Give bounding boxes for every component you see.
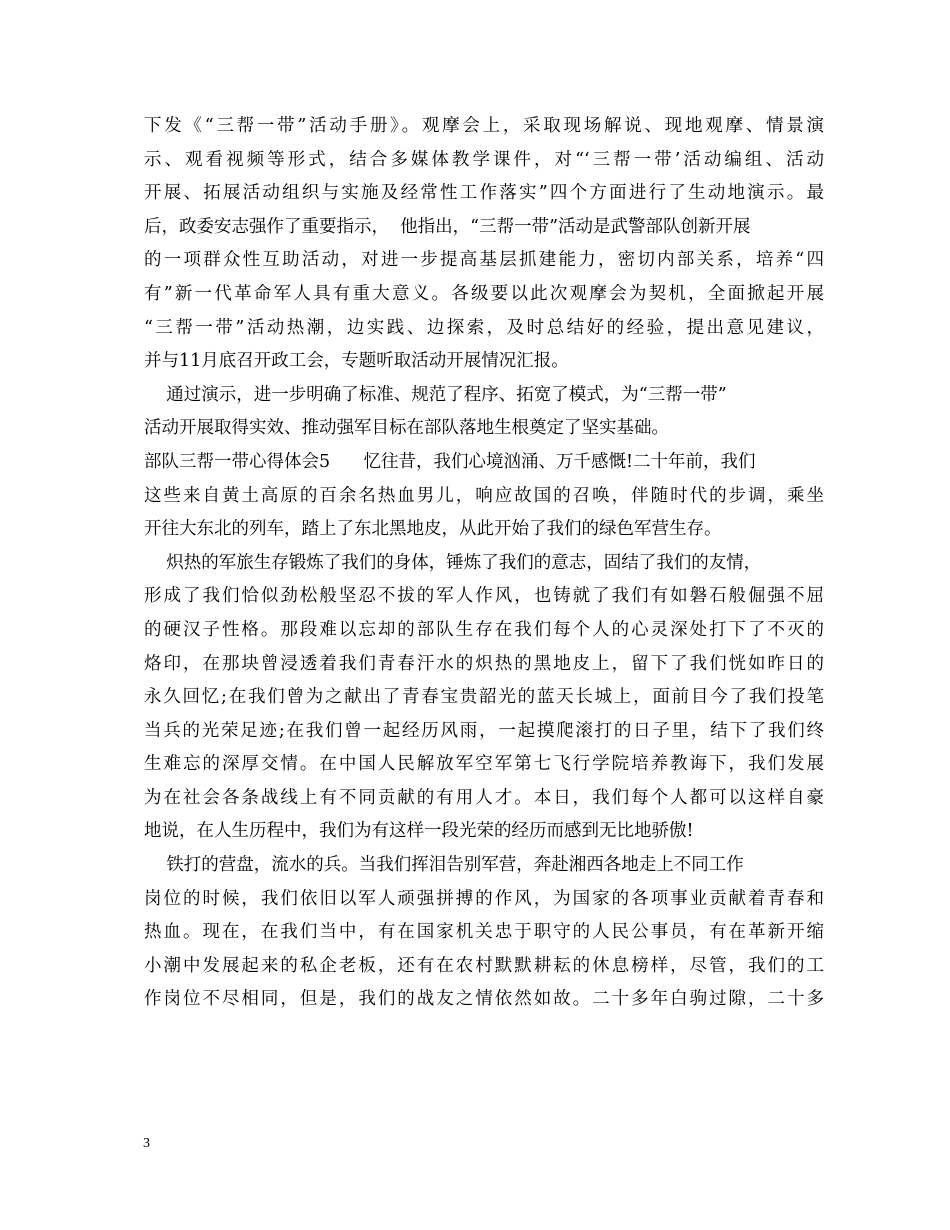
text-line: “三帮一带”活动热潮，边实践、边探索，及时总结好的经验，提出意见建议， <box>144 317 824 338</box>
text-line: 开往大东北的列车，踏上了东北黑地皮，从此开始了我们的绿色军营生存。 <box>144 519 722 540</box>
text-line: 当兵的光荣足迹;在我们曾一起经历风雨，一起摸爬滚打的日子里，结下了我们终 <box>144 720 824 741</box>
text-line: 后，政委安志强作了重要指示， 他指出，“三帮一带”活动是武警部队创新开展 <box>144 216 751 237</box>
text-line: 为在社会各条战线上有不同贡献的有用人才。本日，我们每个人都可以这样自豪 <box>144 787 824 808</box>
text-line: 小潮中发展起来的私企老板，还有在农村默默耕耘的休息榜样，尽管，我们的工 <box>144 955 824 976</box>
page-number: 3 <box>143 1136 150 1151</box>
body-text <box>144 110 824 1017</box>
text-line: 烙印，在那块曾浸透着我们青春汗水的炽热的黑地皮上，留下了我们恍如昨日的 <box>144 653 824 674</box>
text-line: 永久回忆;在我们曾为之献出了青春宝贵韶光的蓝天长城上，面前目今了我们投笔 <box>144 687 824 708</box>
text-line: 的一项群众性互助活动，对进一步提高基层抓建能力，密切内部关系，培养“四 <box>144 250 824 271</box>
text-line: 形成了我们恰似劲松般坚忍不拔的军人作风，也铸就了我们有如磐石般倔强不屈 <box>144 586 824 607</box>
text-line: 开展、拓展活动组织与实施及经常性工作落实”四个方面进行了生动地演示。最 <box>144 183 824 204</box>
text-line: 活动开展取得实效、推动强军目标在部队落地生根奠定了坚实基础。 <box>144 418 669 439</box>
text-line: 并与11月底召开政工会，专题听取活动开展情况汇报。 <box>144 351 569 372</box>
text-line: 的硬汉子性格。那段难以忘却的部队生存在我们每个人的心灵深处打下了不灭的 <box>144 619 824 640</box>
text-line: 下发《“三帮一带”活动手册》。观摩会上，采取现场解说、现地观摩、情景演 <box>144 116 824 136</box>
text-line: 岗位的时候，我们依旧以军人顽强拼搏的作风，为国家的各项事业贡献着青春和 <box>144 888 824 909</box>
text-line: 铁打的营盘，流水的兵。当我们挥泪告别军营，奔赴湘西各地走上不同工作 <box>144 855 744 876</box>
text-line: 这些来自黄土高原的百余名热血男儿，响应故国的召唤，伴随时代的步调，乘坐 <box>144 485 824 506</box>
text-line: 示、观看视频等形式，结合多媒体教学课件，对“‘三帮一带’活动编组、活动 <box>144 149 824 170</box>
text-line: 通过演示，进一步明确了标准、规范了程序、拓宽了模式，为“三帮一带” <box>144 384 727 405</box>
text-line: 热血。现在，在我们当中，有在国家机关忠于职守的人民公事员，有在革新开缩 <box>144 922 824 943</box>
text-line: 作岗位不尽相同，但是，我们的战友之情依然如故。二十多年白驹过隙，二十多 <box>144 989 824 1010</box>
text-line: 地说，在人生历程中，我们为有这样一段光荣的经历而感到无比地骄傲! <box>144 821 694 842</box>
text-line: 炽热的军旅生存锻炼了我们的身体，锤炼了我们的意志，固结了我们的友情， <box>144 552 762 573</box>
text-line: 部队三帮一带心得体会5 忆往昔，我们心境汹涌、万千感慨!二十年前，我们 <box>144 451 756 472</box>
text-line: 生难忘的深厚交情。在中国人民解放军空军第七飞行学院培养教诲下，我们发展 <box>144 754 824 775</box>
text-line: 有”新一代革命军人具有重大意义。各级要以此次观摩会为契机，全面掀起开展 <box>144 283 824 304</box>
